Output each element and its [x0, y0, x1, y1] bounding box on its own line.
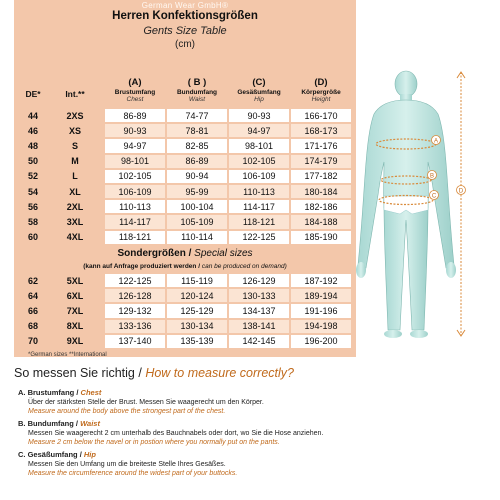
size-de-cell: 64	[27, 290, 38, 301]
measure-text-de: Messen Sie den Umfang um die breiteste Stelle Ihres Gesäßes.	[28, 461, 226, 468]
measure-cell: 106-109	[105, 185, 165, 198]
measure-cell: 126-129	[229, 274, 289, 287]
col-letter: (C)	[252, 77, 266, 88]
col-letter: (A)	[128, 77, 142, 88]
measure-cell: 106-109	[229, 170, 289, 183]
measure-cell: 82-85	[167, 139, 227, 152]
measure-cell: 142-145	[229, 335, 289, 348]
measure-cell: 94-97	[105, 139, 165, 152]
size-int-cell: 5XL	[66, 275, 84, 286]
col-label-de: Bundumfang	[176, 88, 218, 96]
howto-title-en: How to measure correctly?	[145, 366, 294, 380]
size-de-cell: 68	[27, 321, 38, 332]
size-de-cell: 66	[27, 305, 38, 316]
measure-key: A.	[18, 388, 26, 397]
size-int-cell: 2XS	[66, 110, 84, 121]
size-int-cell: 2XL	[66, 201, 84, 212]
measure-cell: 114-117	[229, 200, 289, 213]
measure-cell: 114-117	[105, 215, 165, 228]
measure-cell: 115-119	[167, 274, 227, 287]
measure-cell: 189-194	[291, 289, 351, 302]
col-header-height	[291, 78, 351, 104]
body-measurement-figure	[356, 70, 500, 360]
measure-cell: 122-125	[105, 274, 165, 287]
measure-cell: 105-109	[167, 215, 227, 228]
measure-item-title: C. Gesäßumfang / Hip	[18, 450, 96, 459]
size-int-cell: S	[71, 140, 78, 151]
measure-cell: 130-134	[167, 320, 227, 333]
size-de-cell: 58	[27, 216, 38, 227]
col-header-de: DE*	[25, 89, 41, 99]
measure-title-de: Gesäßumfang	[27, 450, 78, 459]
measure-cell: 196-200	[291, 335, 351, 348]
measure-title-en: Hip	[83, 450, 96, 459]
measure-item-hip	[18, 450, 237, 477]
col-label-en: Height	[311, 96, 331, 104]
measure-item-waist	[18, 419, 323, 446]
special-note-de: (kann auf Anfrage produziert werden	[83, 263, 197, 270]
howto-heading: So messen Sie richtig / How to measure correctly?	[14, 366, 294, 380]
measure-cell: 102-105	[229, 155, 289, 168]
special-sizes-note: (kann auf Anfrage produziert werden / can be produced on demand)	[83, 263, 287, 270]
figure-label-b: B	[429, 173, 435, 180]
size-int-cell: 8XL	[66, 321, 84, 332]
col-label-de: Körpergröße	[301, 88, 341, 96]
table-subtitle: Gents Size Table	[143, 25, 227, 37]
measure-cell: 129-132	[105, 304, 165, 317]
measure-cell: 137-140	[105, 335, 165, 348]
measure-cell: 126-128	[105, 289, 165, 302]
size-int-cell: XL	[69, 186, 81, 197]
col-letter: (D)	[314, 77, 328, 88]
size-de-cell: 56	[27, 201, 38, 212]
measure-cell: 110-113	[105, 200, 165, 213]
size-int-cell: XS	[68, 125, 81, 136]
col-label-de: Brustumfang	[114, 88, 156, 96]
measure-item-title: A. Brustumfang / Chest	[18, 388, 102, 397]
size-table-panel	[14, 0, 356, 357]
measure-cell: 174-179	[291, 155, 351, 168]
size-de-cell: 62	[27, 275, 38, 286]
measure-cell: 168-173	[291, 124, 351, 137]
size-int-cell: L	[72, 171, 78, 182]
col-header-int: Int.**	[65, 89, 85, 99]
measure-cell: 74-77	[167, 109, 227, 122]
measure-cell: 135-139	[167, 335, 227, 348]
measure-title-de: Bundumfang	[27, 419, 74, 428]
measure-cell: 102-105	[105, 170, 165, 183]
col-label-en: Waist	[188, 96, 206, 104]
measure-text-de: Über der stärksten Stelle der Brust. Messen Sie waagerecht um den Körper.	[28, 399, 264, 406]
measure-cell: 90-94	[167, 170, 227, 183]
measure-cell: 134-137	[229, 304, 289, 317]
measure-cell: 110-113	[229, 185, 289, 198]
measure-cell: 120-124	[167, 289, 227, 302]
footnote: *German sizes **International	[28, 352, 107, 358]
measure-cell: 90-93	[229, 109, 289, 122]
col-letter: ( B )	[187, 77, 207, 88]
measure-text-de: Messen Sie waagerecht 2 cm unterhalb des Bauchnabels oder dort, wo Sie die Hose anziehen.	[28, 430, 324, 437]
measure-cell: 194-198	[291, 320, 351, 333]
size-de-cell: 60	[27, 232, 38, 243]
figure-label-a: A	[433, 138, 439, 145]
measure-cell: 177-182	[291, 170, 351, 183]
size-de-cell: 54	[27, 186, 38, 197]
size-de-cell: 44	[27, 110, 38, 121]
measure-cell: 125-129	[167, 304, 227, 317]
size-de-cell: 46	[27, 125, 38, 136]
measure-cell: 98-101	[229, 139, 289, 152]
col-label-en: Chest	[126, 96, 144, 104]
measure-cell: 118-121	[105, 231, 165, 244]
measure-title-en: Waist	[80, 419, 100, 428]
size-int-cell: 4XL	[66, 232, 84, 243]
size-int-cell: 6XL	[66, 290, 84, 301]
measure-cell: 122-125	[229, 231, 289, 244]
measure-title-de: Brustumfang	[27, 388, 75, 397]
measure-cell: 110-114	[167, 231, 227, 244]
measure-cell: 95-99	[167, 185, 227, 198]
special-note-en: can be produced on demand)	[201, 263, 287, 270]
figure-label-c: C	[431, 193, 437, 200]
measure-cell: 130-133	[229, 289, 289, 302]
col-header-chest	[105, 78, 165, 104]
measure-cell: 191-196	[291, 304, 351, 317]
measure-cell: 98-101	[105, 155, 165, 168]
body-silhouette-icon	[356, 70, 500, 360]
col-label-de: Gesäßumfang	[237, 88, 281, 96]
col-label-en: Hip	[254, 96, 264, 104]
brand-name: German Wear GmbH®	[141, 1, 229, 10]
size-int-cell: 7XL	[66, 305, 84, 316]
table-unit: (cm)	[175, 39, 195, 50]
size-int-cell: 3XL	[66, 216, 84, 227]
col-header-waist	[167, 78, 227, 104]
measure-cell: 187-192	[291, 274, 351, 287]
measure-cell: 118-121	[229, 215, 289, 228]
col-header-hip	[229, 78, 289, 104]
size-int-cell: M	[71, 156, 79, 167]
measure-text-en: Measure around the body above the strongest part of the chest.	[28, 408, 226, 415]
table-title: Herren Konfektionsgrößen	[112, 10, 258, 22]
size-de-cell: 50	[27, 156, 38, 167]
measure-key: B.	[18, 419, 26, 428]
measure-cell: 185-190	[291, 231, 351, 244]
measure-cell: 100-104	[167, 200, 227, 213]
measure-cell: 78-81	[167, 124, 227, 137]
measure-cell: 90-93	[105, 124, 165, 137]
size-int-cell: 9XL	[66, 336, 84, 347]
special-title-de: Sondergrößen	[117, 248, 186, 259]
special-title-en: Special sizes	[194, 248, 253, 259]
howto-title-de: So messen Sie richtig	[14, 366, 135, 380]
measure-item-chest	[18, 388, 264, 415]
figure-label-d: D	[458, 188, 464, 195]
measure-key: C.	[18, 450, 26, 459]
measure-title-en: Chest	[80, 388, 102, 397]
measure-cell: 86-89	[167, 155, 227, 168]
measure-cell: 133-136	[105, 320, 165, 333]
measure-cell: 138-141	[229, 320, 289, 333]
measure-cell: 180-184	[291, 185, 351, 198]
measure-cell: 94-97	[229, 124, 289, 137]
measure-cell: 184-188	[291, 215, 351, 228]
measure-cell: 171-176	[291, 139, 351, 152]
measure-text-en: Measure the circumference around the widest part of your buttocks.	[28, 470, 238, 477]
special-sizes-title: Sondergrößen / Special sizes	[117, 248, 253, 259]
measure-cell: 86-89	[105, 109, 165, 122]
measure-cell: 182-186	[291, 200, 351, 213]
measure-item-title: B. Bundumfang / Waist	[18, 419, 100, 428]
measure-text-en: Measure 2 cm below the navel or in postion where you normally put on the pants.	[28, 439, 280, 446]
size-de-cell: 52	[27, 171, 38, 182]
size-de-cell: 48	[27, 140, 38, 151]
size-de-cell: 70	[27, 336, 38, 347]
measure-cell: 166-170	[291, 109, 351, 122]
